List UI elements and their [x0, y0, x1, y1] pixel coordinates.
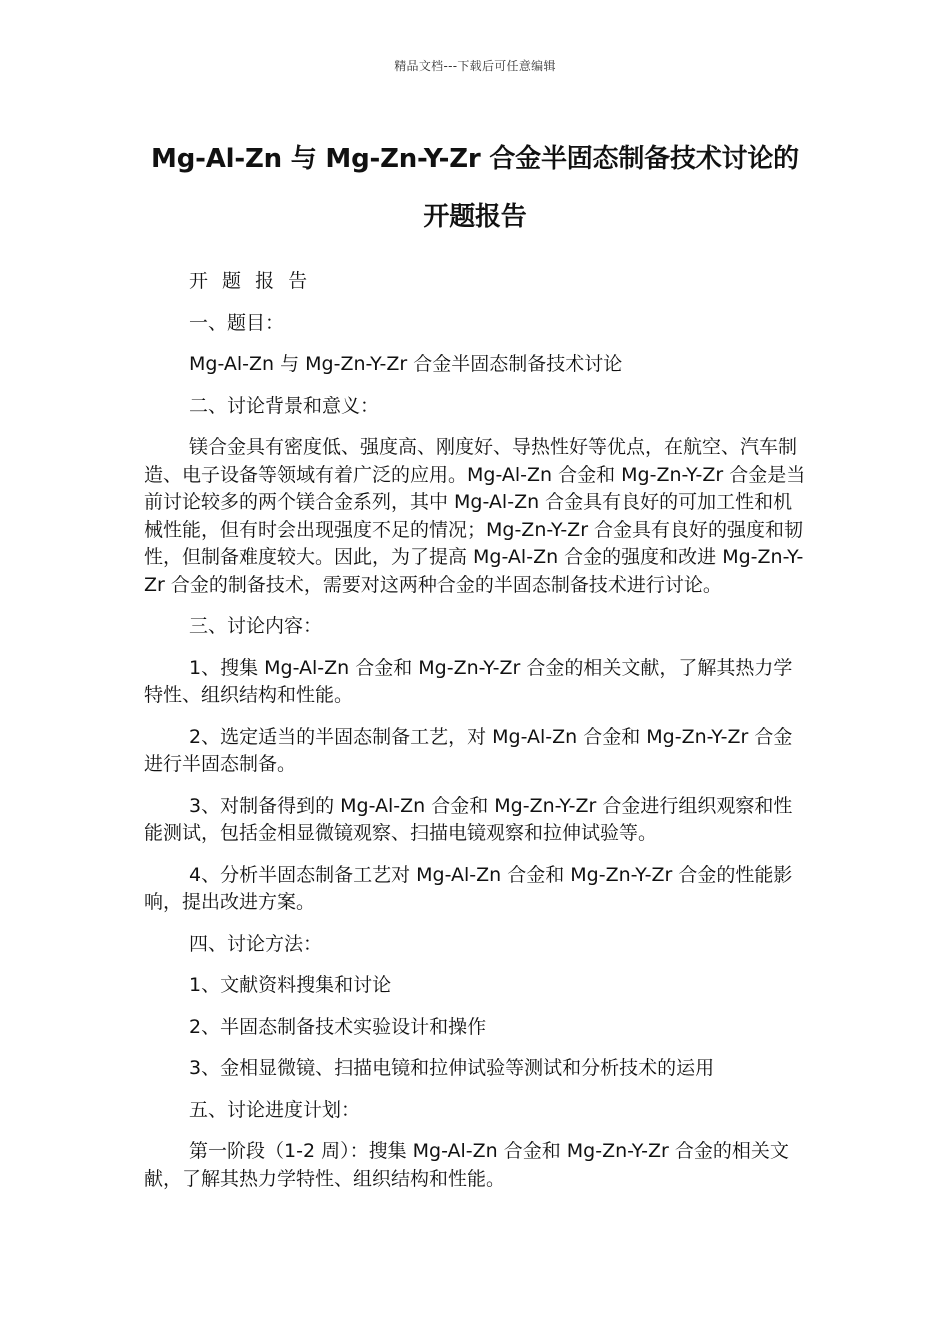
- background-paragraph: 镁合金具有密度低、强度高、刚度好、导热性好等优点，在航空、汽车制造、电子设备等领域有着广泛的应用。Mg-Al-Zn 合金和 Mg-Zn-Y-Zr 合金是当前讨论较多的两个镁合金系列，其中 Mg-Al-Zn 合金具有良好的可加工性和机械性能，但有时会出现强度不足的情况；Mg-Zn-Y-Zr 合金具有良好的强度和韧性，但制备难度较大。因此，为了提高 Mg-Al-Zn 合金的强度和改进 Mg-Zn-Y-Zr 合金的制备技术，需要对这两种合金的半固态制备技术进行讨论。: [144, 436, 806, 596]
- section-heading-topic: 一、题目：: [189, 311, 285, 334]
- method-item-1: 1、文献资料搜集和讨论: [189, 974, 392, 996]
- content-item-1: 1、搜集 Mg-Al-Zn 合金和 Mg-Zn-Y-Zr 合金的相关文献，了解其热力学特性、组织结构和性能。: [144, 656, 793, 706]
- topic-text: Mg-Al-Zn 与 Mg-Zn-Y-Zr 合金半固态制备技术讨论: [189, 353, 623, 375]
- section-heading-schedule: 五、讨论进度计划：: [189, 1098, 361, 1121]
- header-note: 精品文档---下载后可任意编辑: [394, 59, 556, 73]
- title-line-2: 开题报告: [423, 202, 527, 232]
- report-label: 开 题 报 告: [189, 270, 312, 292]
- document-title: [100, 130, 850, 246]
- method-item-3: 3、金相显微镜、扫描电镜和拉伸试验等测试和分析技术的运用: [189, 1057, 715, 1079]
- content-item-3: 3、对制备得到的 Mg-Al-Zn 合金和 Mg-Zn-Y-Zr 合金进行组织观察和性能测试，包括金相显微镜观察、扫描电镜观察和拉伸试验等。: [144, 794, 793, 844]
- content-item-4: 4、分析半固态制备工艺对 Mg-Al-Zn 合金和 Mg-Zn-Y-Zr 合金的性能影响，提出改进方案。: [144, 863, 793, 913]
- schedule-item-1: 第一阶段（1-2 周）：搜集 Mg-Al-Zn 合金和 Mg-Zn-Y-Zr 合金的相关文献，了解其热力学特性、组织结构和性能。: [144, 1140, 789, 1190]
- content-item-2: 2、选定适当的半固态制备工艺，对 Mg-Al-Zn 合金和 Mg-Zn-Y-Zr 合金进行半固态制备。: [144, 725, 793, 775]
- section-heading-content: 三、讨论内容：: [189, 615, 323, 637]
- section-heading-background: 二、讨论背景和意义：: [189, 394, 380, 417]
- document-body: [144, 268, 808, 1207]
- section-heading-method: 四、讨论方法：: [189, 932, 323, 955]
- title-line-1: Mg-Al-Zn 与 Mg-Zn-Y-Zr 合金半固态制备技术讨论的: [151, 144, 799, 174]
- method-item-2: 2、半固态制备技术实验设计和操作: [189, 1015, 487, 1038]
